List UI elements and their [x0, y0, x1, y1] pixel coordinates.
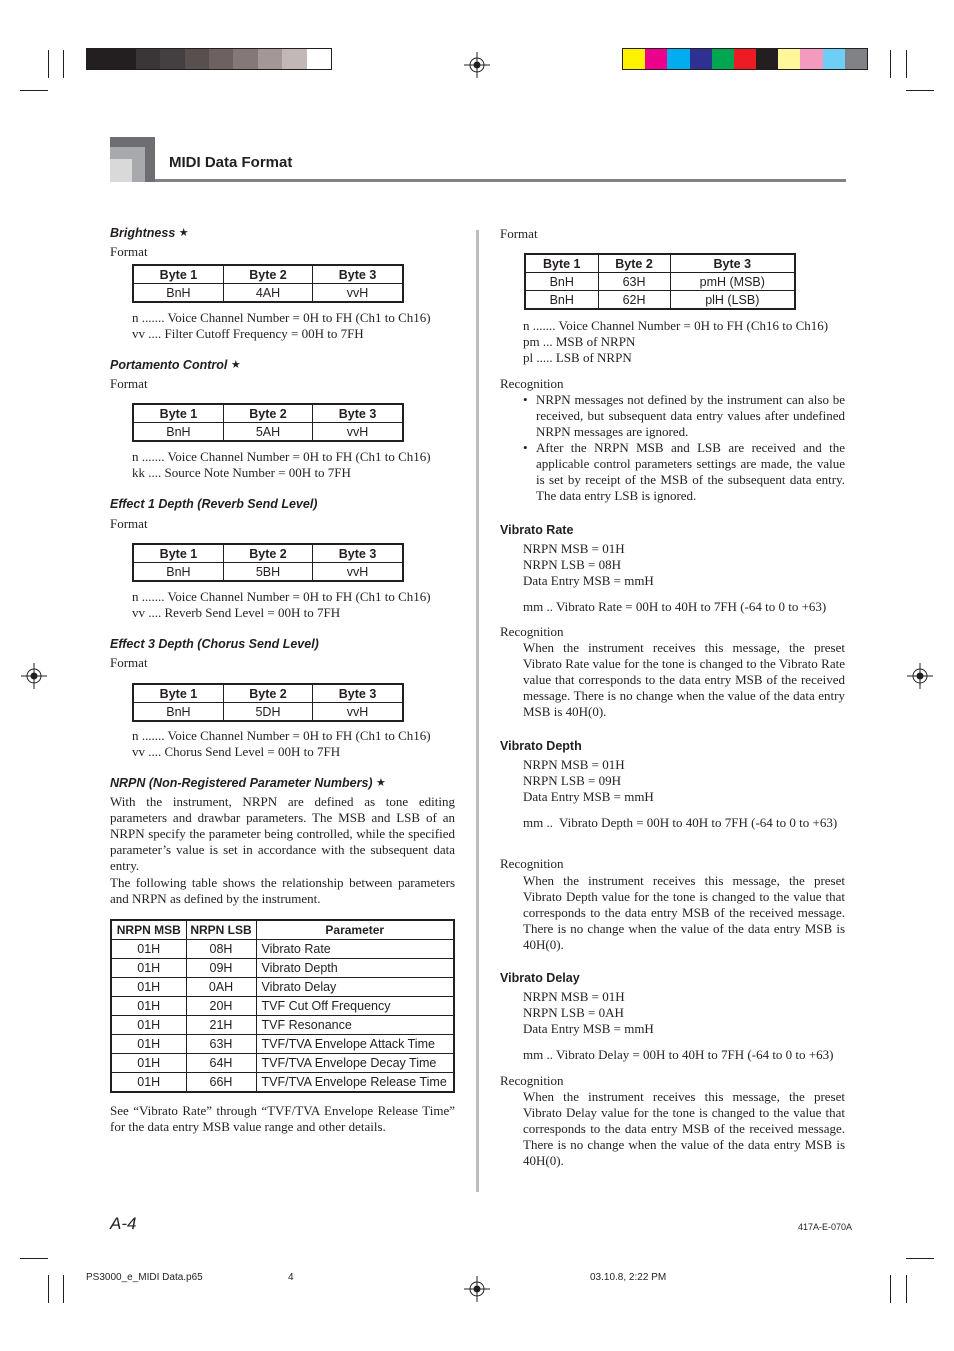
gray-scale-bar: [86, 48, 332, 70]
recognition-label: Recognition: [500, 1073, 564, 1088]
page-number: A-4: [110, 1214, 137, 1233]
recognition-label: Recognition: [500, 376, 564, 391]
color-swatch: [623, 49, 645, 69]
param-line: Data Entry MSB = mmH: [523, 573, 654, 588]
recognition-label: Recognition: [500, 624, 564, 639]
table-row: 01H 09H Vibrato Depth: [111, 959, 454, 978]
table-row: 01H 63H TVF/TVA Envelope Attack Time: [111, 1035, 454, 1054]
format-label: Format: [500, 226, 538, 241]
see-also-text: See “Vibrato Rate” through “TVF/TVA Envelope Release Time” for the data entry MSB value range and other details.: [110, 1103, 455, 1134]
note-line: n ....... Voice Channel Number = 0H to FH (Ch1 to Ch16): [132, 589, 431, 604]
section-heading-effect1: Effect 1 Depth (Reverb Send Level): [110, 497, 318, 511]
table-row: 01H 0AH Vibrato Delay: [111, 978, 454, 997]
mm-line: Vibrato Depth = 00H to 40H to 7FH (-64 to 0 to +63): [559, 815, 838, 830]
param-line: NRPN LSB = 08H: [523, 557, 621, 572]
param-line: NRPN MSB = 01H: [523, 541, 625, 556]
column-divider: [476, 230, 479, 1192]
effect1-table: Byte 1 Byte 2 Byte 3 BnH 5BH vvH: [132, 543, 404, 582]
recognition-label: Recognition: [500, 856, 564, 871]
param-line: NRPN LSB = 09H: [523, 773, 621, 788]
param-line: NRPN MSB = 01H: [523, 757, 625, 772]
nrpn-paragraph: With the instrument, NRPN are defined as tone editing parameters and drawbar parameters. The MSB and LSB of an NRPN specify the parameter being controlled, while the specified parameter’s value is set in accordance with the subsequent data entry.: [110, 794, 455, 873]
color-swatch: [87, 49, 111, 69]
section-heading-effect3: Effect 3 Depth (Chorus Send Level): [110, 637, 319, 651]
registration-mark-icon: [464, 52, 490, 78]
note-line: vv .... Reverb Send Level = 00H to 7FH: [132, 605, 341, 620]
portamento-table: Byte 1 Byte 2 Byte 3 BnH 5AH vvH: [132, 403, 404, 442]
section-heading-vibrato-depth: Vibrato Depth: [500, 739, 582, 753]
color-swatch: [778, 49, 800, 69]
color-swatch: [823, 49, 845, 69]
note-line: vv .... Filter Cutoff Frequency = 00H to 7FH: [132, 326, 364, 341]
header-block-icon: [110, 137, 155, 182]
note-line: pm ... MSB of NRPN: [523, 334, 636, 349]
format-label: Format: [110, 516, 148, 531]
doc-code: 417A-E-070A: [798, 1222, 853, 1232]
param-line: NRPN LSB = 0AH: [523, 1005, 624, 1020]
note-line: pl ..... LSB of NRPN: [523, 350, 632, 365]
color-swatch: [712, 49, 734, 69]
list-item: • After the NRPN MSB and LSB are received and the applicable control parameters settings are made, the value is set by receipt of the MSB of the subsequent data entry. The data entry LSB is ignored.: [523, 440, 845, 504]
slug-filename: PS3000_e_MIDI Data.p65: [86, 1272, 203, 1283]
note-line: n ....... Voice Channel Number = 0H to FH (Ch1 to Ch16): [132, 449, 431, 464]
table-row: 01H 66H TVF/TVA Envelope Release Time: [111, 1073, 454, 1093]
color-swatch: [307, 49, 331, 69]
color-swatch: [258, 49, 282, 69]
registration-mark-icon: [907, 663, 933, 689]
recognition-text: When the instrument receives this message, the preset Vibrato Depth value for the tone is changed to the value that corresponds to the data entry MSB of the received message. There is no change when the value of the data entry MSB is 40H(0).: [523, 873, 845, 952]
color-swatch: [111, 49, 135, 69]
recognition-text: When the instrument receives this message, the preset Vibrato Rate value for the tone is changed to the Vibrato Rate value that corresponds to the data entry MSB of the received message. There is no change when the value of the data entry MSB is 40H(0).: [523, 640, 845, 719]
recognition-text: When the instrument receives this message, the preset Vibrato Delay value for the tone is changed to the value that corresponds to the data entry MSB of the received message. There is no change when the value of the data entry MSB is 40H(0).: [523, 1089, 845, 1168]
note-line: kk .... Source Note Number = 00H to 7FH: [132, 465, 351, 480]
mm-line: mm .. Vibrato Delay = 00H to 40H to 7FH (-64 to 0 to +63): [523, 1047, 834, 1062]
effect3-table: Byte 1 Byte 2 Byte 3 BnH 5DH vvH: [132, 683, 404, 722]
table-row: 01H 20H TVF Cut Off Frequency: [111, 997, 454, 1016]
section-heading-nrpn: NRPN (Non-Registered Parameter Numbers) ★: [110, 776, 386, 790]
color-swatch: [160, 49, 184, 69]
param-line: NRPN MSB = 01H: [523, 989, 625, 1004]
format-label: Format: [110, 244, 148, 259]
mm-line: mm .. Vibrato Rate = 00H to 40H to 7FH (-64 to 0 to +63): [523, 599, 827, 614]
section-heading-brightness: Brightness ★: [110, 226, 189, 240]
table-row: 01H 64H TVF/TVA Envelope Decay Time: [111, 1054, 454, 1073]
nrpn-format-table: Byte 1 Byte 2 Byte 3 BnH 63H pmH (MSB) BnH 62H plH (LSB): [524, 253, 796, 310]
brightness-table: Byte 1 Byte 2 Byte 3 BnH 4AH vvH: [132, 264, 404, 303]
section-heading-portamento: Portamento Control ★: [110, 358, 241, 372]
header-rule: [155, 179, 846, 182]
color-swatch: [690, 49, 712, 69]
registration-mark-icon: [21, 663, 47, 689]
color-swatch: [800, 49, 822, 69]
color-swatch: [282, 49, 306, 69]
table-row: 01H 08H Vibrato Rate: [111, 940, 454, 959]
format-label: Format: [110, 655, 148, 670]
section-heading-vibrato-delay: Vibrato Delay: [500, 971, 580, 985]
slug-page: 4: [288, 1272, 294, 1283]
registration-mark-icon: [464, 1276, 490, 1302]
color-swatch: [209, 49, 233, 69]
param-line: Data Entry MSB = mmH: [523, 1021, 654, 1036]
color-swatch: [845, 49, 867, 69]
list-item: • NRPN messages not defined by the instrument can also be received, but subsequent data entry values after undefined NRPN messages are ignored.: [523, 392, 845, 440]
color-swatch: [233, 49, 257, 69]
section-heading-vibrato-rate: Vibrato Rate: [500, 523, 574, 537]
mm-prefix: mm ..: [523, 815, 553, 830]
color-swatch: [756, 49, 778, 69]
note-line: n ....... Voice Channel Number = 0H to FH (Ch16 to Ch16): [523, 318, 829, 333]
page-title: MIDI Data Format: [169, 154, 293, 171]
color-swatch: [185, 49, 209, 69]
note-line: n ....... Voice Channel Number = 0H to FH (Ch1 to Ch16): [132, 310, 431, 325]
table-row: 01H 21H TVF Resonance: [111, 1016, 454, 1035]
color-bar: [622, 48, 868, 70]
note-line: vv .... Chorus Send Level = 00H to 7FH: [132, 744, 341, 759]
color-swatch: [734, 49, 756, 69]
recognition-list: [523, 392, 845, 504]
color-swatch: [667, 49, 689, 69]
color-swatch: [136, 49, 160, 69]
color-swatch: [645, 49, 667, 69]
nrpn-table: NRPN MSB NRPN LSB Parameter 01H 08H Vibrato Rate 01H 09H Vibrato Depth 01H 0AH Vibrato Delay 01H 20H TVF Cut Off Frequency 01H 21H TVF Resonance 01H 63H TVF/TVA Envelope Attack Time 01H 64H TVF/TVA Envelope Decay Time 01H 66H TVF/TVA Envelope Release Time: [110, 919, 455, 1093]
param-line: Data Entry MSB = mmH: [523, 789, 654, 804]
format-label: Format: [110, 376, 148, 391]
note-line: n ....... Voice Channel Number = 0H to FH (Ch1 to Ch16): [132, 728, 431, 743]
nrpn-paragraph: The following table shows the relationship between parameters and NRPN as defined by the instrument.: [110, 875, 455, 906]
slug-date: 03.10.8, 2:22 PM: [590, 1272, 667, 1283]
